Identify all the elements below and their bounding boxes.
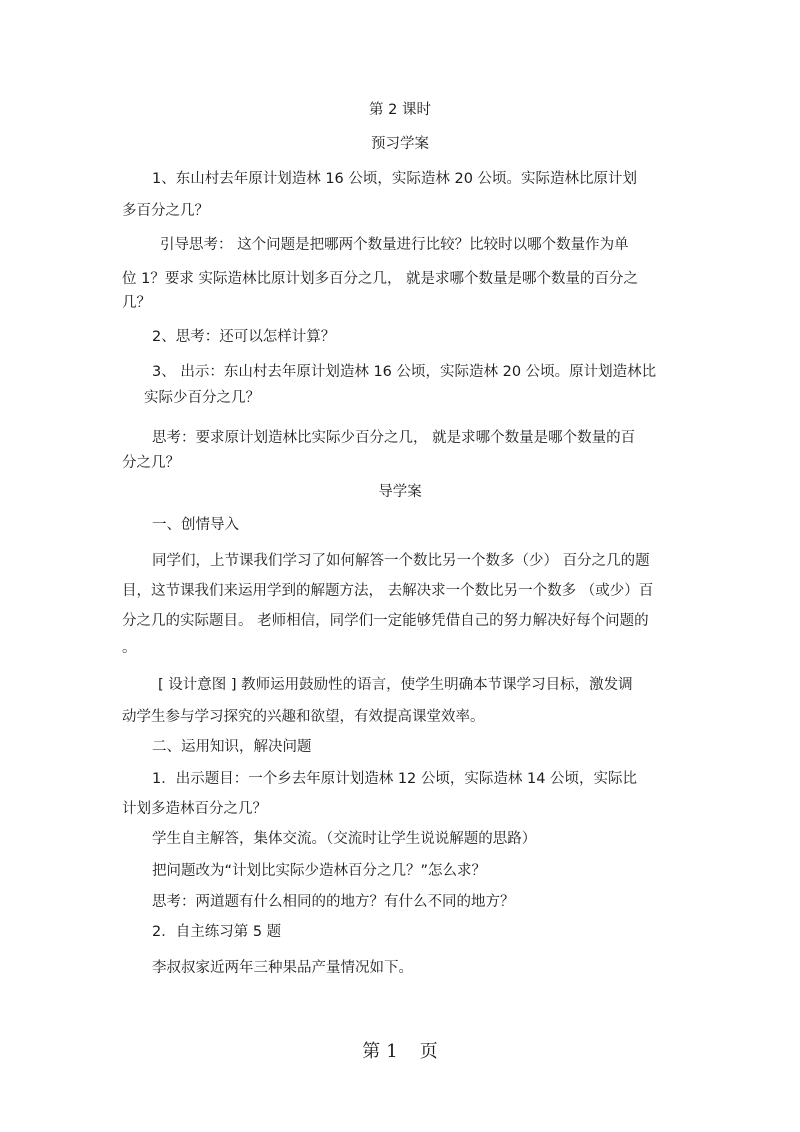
lesson-heading: 第 2 课时 (369, 102, 431, 118)
paragraph-line: 1、东山村去年原计划造林 16 公顷，实际造林 20 公顷。实际造林比原计划 (152, 171, 638, 187)
paragraph-line: 引导思考： 这个问题是把哪两个数量进行比较？比较时以哪个数量作为单 (160, 237, 629, 253)
paragraph-line: 实际少百分之几？ (144, 390, 260, 406)
paragraph-line: 1．出示题目：一个乡去年原计划造林 12 公顷，实际造林 14 公顷，实际比 (152, 771, 638, 787)
paragraph-line: 2．自主练习第 5 题 (152, 924, 282, 940)
paragraph-line: 思考：要求原计划造林比实际少百分之几， 就是求哪个数量是哪个数量的百 (152, 430, 636, 446)
paragraph-line: [ 设计意图 ] 教师运用鼓励性的语言，使学生明确本节课学习目标，激发调 (158, 677, 633, 693)
paragraph-line: 把问题改为“计划比实际少造林百分之几？”怎么求？ (152, 863, 487, 879)
paragraph-line: 思考：两道题有什么相同的的地方？有什么不同的地方？ (152, 894, 515, 910)
paragraph-line: 多百分之几？ (122, 203, 209, 219)
page-footer-suffix: 页 (419, 1041, 438, 1062)
paragraph-line: 计划多造林百分之几？ (122, 801, 267, 817)
paragraph-line: 动学生参与学习探究的兴趣和欲望，有效提高课堂效率。 (122, 709, 485, 725)
paragraph-line: 位 1？要求 实际造林比原计划多百分之几， 就是求哪个数量是哪个数量的百分之 (122, 271, 639, 287)
paragraph-line: 分之几？ (122, 455, 180, 471)
section-title-preview: 预习学案 (371, 136, 429, 152)
page-footer-prefix: 第 (362, 1041, 381, 1062)
subsection-heading: 二、运用知识，解决问题 (152, 739, 312, 755)
page-number: 1 (386, 1041, 398, 1062)
paragraph-line: 3、 出示：东山村去年原计划造林 16 公顷，实际造林 20 公顷。原计划造林比 (152, 364, 657, 380)
paragraph-line: 同学们，上节课我们学习了如何解答一个数比另一个数多（少） 百分之几的题 (152, 553, 650, 569)
page-footer (0, 1040, 800, 1064)
paragraph-line: 李叔叔家近两年三种果品产量情况如下。 (152, 960, 413, 976)
section-title-guide: 导学案 (378, 484, 422, 500)
subsection-heading: 一、创情导入 (152, 517, 239, 533)
paragraph-line: 。 (122, 640, 137, 656)
paragraph-line: 2、思考：还可以怎样计算？ (152, 329, 336, 345)
paragraph-line: 目，这节课我们来运用学到的解题方法， 去解决求一个数比另一个数多 （或少）百 (122, 583, 654, 599)
paragraph-line: 学生自主解答，集体交流。（交流时让学生说说解题的思路） (152, 831, 537, 847)
paragraph-line: 分之几的实际题目。 老师相信，同学们一定能够凭借自己的努力解决好每个问题的 (122, 613, 649, 629)
paragraph-line: 几？ (122, 295, 151, 311)
